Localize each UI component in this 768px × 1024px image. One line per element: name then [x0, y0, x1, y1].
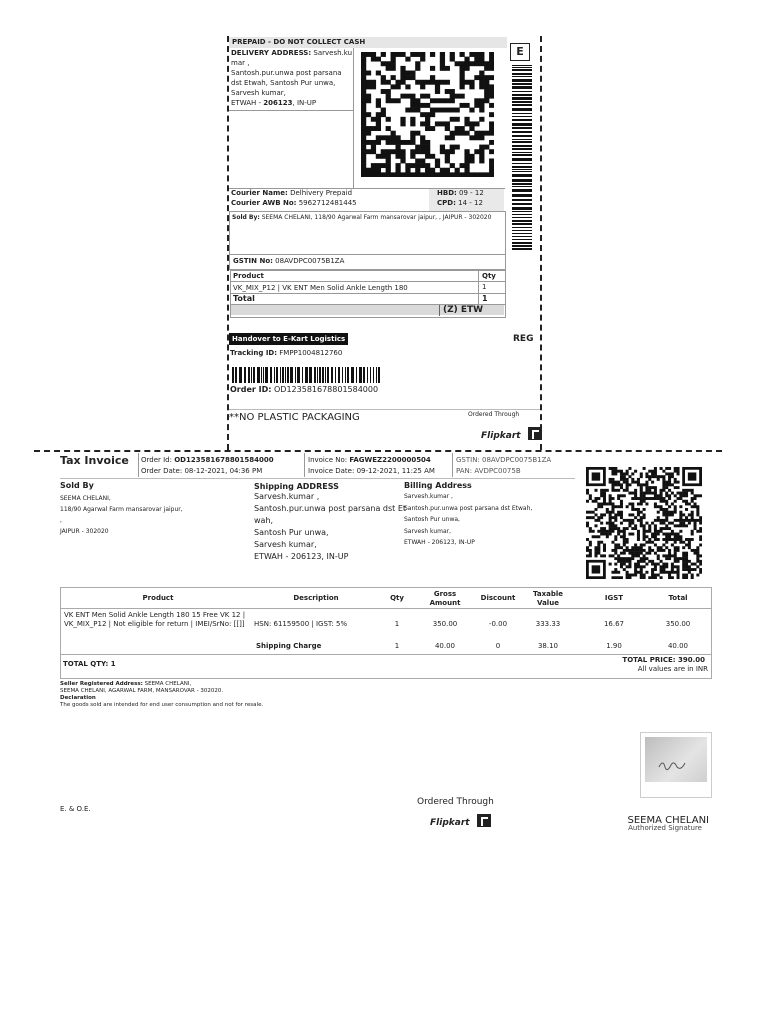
delivery-address — [231, 49, 353, 108]
vertical-barcode — [512, 65, 532, 250]
delivery-city-line — [231, 99, 353, 108]
row1-discount: -0.00 — [488, 620, 508, 628]
signature-frame — [640, 732, 712, 798]
sold-by-value: SEEMA CHELANI, 118/90 Agarwal Farm mansarovar jaipur, , JAIPUR - 302020 — [261, 214, 492, 221]
row1-taxable: 333.33 — [535, 620, 561, 628]
row2-total: 40.00 — [667, 642, 689, 650]
billing-line-4: Sarvesh kumar, — [404, 527, 452, 535]
invoice-order-date-line — [141, 467, 262, 476]
label-product-qty: 1 — [482, 283, 487, 291]
row1-total: 350.00 — [665, 620, 691, 628]
cpd-line — [437, 199, 483, 208]
invoice-billing-address — [404, 491, 532, 549]
sold-by-label: Sold By: — [232, 214, 260, 221]
sold-by-line-3: , — [60, 517, 62, 524]
service-letter-box: E — [510, 43, 530, 61]
row1-description: HSN: 61159500 | IGST: 5% — [254, 620, 348, 628]
label-table-line-2 — [230, 293, 506, 294]
shipping-line-4: Santosh Pur unwa, — [254, 528, 329, 537]
th-discount: Discount — [480, 594, 516, 602]
declaration-text: The goods sold are intended for end user consumption and not for resale. — [60, 702, 264, 708]
billing-line-1: Sarvesh.kumar , — [404, 493, 453, 500]
eoe-note: E. & O.E. — [60, 805, 91, 813]
label-product-row: VK_MIX_P12 | VK ENT Men Solid Ankle Length 180 — [233, 284, 408, 292]
invoice-no-line — [308, 456, 431, 465]
hbd-line — [437, 189, 484, 198]
invoice-ordered-through: Ordered Through — [417, 797, 494, 807]
invoice-gstin: GSTIN: 08AVDPC0075B1ZA — [456, 456, 552, 464]
gstin-label: GSTIN No: — [233, 257, 273, 265]
sold-by-line-2: 118/90 Agarwal Farm mansarovar jaipur, — [60, 506, 183, 513]
delivery-line-1: Sarvesh.ku — [313, 49, 353, 57]
invoice-no-label: Invoice No: — [308, 456, 348, 464]
authorized-signature: Authorized Signature — [628, 824, 702, 832]
delivery-line-3: Santosh.pur.unwa post parsana — [231, 69, 342, 77]
label-qty-header: Qty — [482, 272, 496, 280]
th-gross-amount: Gross Amount — [429, 590, 461, 607]
th-total: Total — [668, 594, 688, 602]
invoice-shipping-title: Shipping ADDRESS — [254, 482, 339, 491]
invoice-order-id-label: Order Id: — [141, 456, 172, 464]
courier-awb: 5962712481445 — [298, 199, 357, 207]
values-note: All values are in INR — [637, 665, 708, 673]
billing-line-3: Santosh Pur unwa, — [404, 516, 460, 523]
shipping-line-2: Santosh.pur.unwa post parsana dst Et — [254, 504, 407, 513]
total-qty: TOTAL QTY: 1 — [63, 660, 116, 668]
delivery-state: , IN-UP — [292, 99, 317, 107]
invoice-meta-divider-2 — [304, 453, 305, 477]
signatory-name: SEEMA CHELANI — [627, 815, 709, 826]
invoice-table-header-line — [60, 608, 712, 609]
billing-line-5: ETWAH - 206123, IN-UP — [404, 539, 475, 546]
invoice-meta-divider-3 — [452, 453, 453, 477]
signature-image — [645, 737, 707, 782]
invoice-billing-title: Billing Address — [404, 481, 472, 490]
order-id-line — [230, 385, 378, 395]
row2-discount: 0 — [495, 642, 501, 650]
no-plastic-note: **NO PLASTIC PACKAGING — [229, 412, 360, 423]
delivery-pin: 206123 — [263, 99, 293, 107]
label-flipkart-text: Flipkart — [481, 431, 521, 441]
th-product: Product — [142, 594, 174, 602]
invoice-sold-by-title: Sold By — [60, 481, 94, 490]
datamatrix-code — [361, 52, 494, 177]
declaration-title: Declaration — [60, 695, 96, 701]
row1-igst: 16.67 — [603, 620, 625, 628]
label-table-vline — [478, 270, 479, 305]
invoice-order-date-label: Order Date: — [141, 467, 183, 475]
order-id: OD123581678801584000 — [274, 385, 379, 394]
label-product-header: Product — [233, 272, 264, 280]
invoice-no: FAGWEZ2200000504 — [349, 456, 431, 464]
delivery-divider — [229, 110, 353, 111]
row2-qty: 1 — [394, 642, 400, 650]
prepaid-banner: PREPAID - DO NOT COLLECT CASH — [229, 37, 507, 48]
seller-reg-line-1 — [60, 681, 263, 688]
seller-registered — [60, 681, 263, 709]
reg-label: REG — [513, 334, 534, 344]
signature-scribble — [645, 737, 707, 782]
delivery-city: ETWAH - — [231, 99, 264, 107]
sold-by-line — [230, 212, 505, 224]
th-description: Description — [293, 594, 339, 602]
sold-by-line-1: SEEMA CHELANI, — [60, 495, 111, 502]
invoice-flipkart-bag-icon — [477, 814, 491, 827]
handover-badge: Handover to E-Kart Logistics — [229, 333, 348, 345]
tracking-id: FMPP1004812760 — [279, 349, 343, 357]
th-igst: IGST — [604, 594, 624, 602]
order-id-label: Order ID: — [230, 385, 272, 394]
invoice-date-line — [308, 467, 435, 476]
delivery-line-4: dst Etwah, Santosh Pur unwa, — [231, 79, 336, 87]
label-flipkart-logo — [481, 423, 542, 443]
label-total-label: Total — [233, 294, 255, 303]
delivery-line-5: Sarvesh kumar, — [231, 89, 286, 97]
invoice-table-total-line — [60, 654, 712, 655]
label-footer-divider — [229, 409, 540, 410]
billing-line-2: Santosh.pur.unwa post parsana dst Etwah, — [404, 504, 533, 512]
invoice-order-id: OD123581678801584000 — [174, 456, 274, 464]
page-cut-line — [34, 450, 722, 452]
courier-name-line — [231, 189, 352, 198]
shipping-line-6: ETWAH - 206123, IN-UP — [254, 552, 349, 561]
zone-divider — [439, 305, 440, 316]
courier-awb-line — [231, 199, 357, 208]
th-qty: Qty — [390, 594, 404, 602]
invoice-order-date: 08-12-2021, 04:36 PM — [184, 467, 263, 475]
row1-gross: 350.00 — [432, 620, 458, 628]
sold-by-line-4: JAIPUR - 302020 — [60, 528, 109, 535]
total-price: TOTAL PRICE: 390.00 — [622, 656, 705, 664]
seller-reg-value: SEEMA CHELANI, — [144, 681, 192, 687]
shipping-line-5: Sarvesh kumar, — [254, 540, 317, 549]
gstin-line — [233, 257, 344, 266]
invoice-flipkart-logo — [430, 810, 491, 830]
row2-description: Shipping Charge — [256, 642, 322, 650]
tracking-line — [230, 349, 342, 358]
label-table-line-1 — [230, 281, 506, 282]
invoice-title: Tax Invoice — [60, 454, 129, 467]
courier-name-label: Courier Name: — [231, 189, 288, 197]
invoice-flipkart-text: Flipkart — [430, 818, 470, 828]
row2-taxable: 38.10 — [537, 642, 559, 650]
invoice-date-label: Invoice Date: — [308, 467, 355, 475]
seller-reg-line-2: SEEMA CHELANI, AGARWAL FARM, MANSAROVAR - 302020. — [60, 688, 224, 694]
cpd-value: 14 - 12 — [458, 199, 483, 207]
invoice-sold-by-address — [60, 493, 183, 537]
row1-product: VK ENT Men Solid Ankle Length 180 15 Free VK 12 | VK_MIX_P12 | Not eligible for return | IMEI/SrNo: [[]] — [64, 611, 246, 628]
zone-code: (Z) ETW — [443, 305, 484, 315]
label-flipkart-bag-icon — [528, 427, 542, 440]
th-taxable-value: Taxable Value — [533, 590, 563, 607]
invoice-qr-code — [586, 467, 702, 579]
courier-name: Delhivery Prepaid — [290, 189, 353, 197]
label-right-cut-line — [540, 36, 542, 450]
hbd-label: HBD: — [437, 189, 457, 197]
seller-reg-label: Seller Registered Address: — [60, 681, 143, 687]
hbd-value: 09 - 12 — [459, 189, 484, 197]
invoice-meta-divider — [138, 453, 139, 477]
row1-qty: 1 — [394, 620, 400, 628]
invoice-shipping-address — [254, 491, 406, 563]
invoice-pan: PAN: AVDPC0075B — [456, 467, 521, 475]
invoice-order-id-line — [141, 456, 274, 465]
row2-gross: 40.00 — [434, 642, 456, 650]
invoice-meta-underline — [60, 478, 575, 479]
row2-igst: 1.90 — [606, 642, 622, 650]
delivery-address-label: DELIVERY ADDRESS: — [231, 49, 312, 57]
gstin-divider — [229, 254, 506, 255]
shipping-line-1: Sarvesh.kumar , — [254, 492, 320, 501]
label-total-qty: 1 — [482, 294, 488, 303]
courier-awb-label: Courier AWB No: — [231, 199, 297, 207]
tracking-label: Tracking ID: — [230, 349, 278, 357]
invoice-date: 09-12-2021, 11:25 AM — [356, 467, 435, 475]
shipping-line-3: wah, — [254, 516, 274, 525]
cpd-label: CPD: — [437, 199, 456, 207]
gstin-value: 08AVDPC0075B1ZA — [275, 257, 345, 265]
label-ordered-through: Ordered Through — [468, 411, 520, 418]
order-barcode — [232, 367, 382, 383]
delivery-line-2: mar , — [231, 59, 250, 67]
